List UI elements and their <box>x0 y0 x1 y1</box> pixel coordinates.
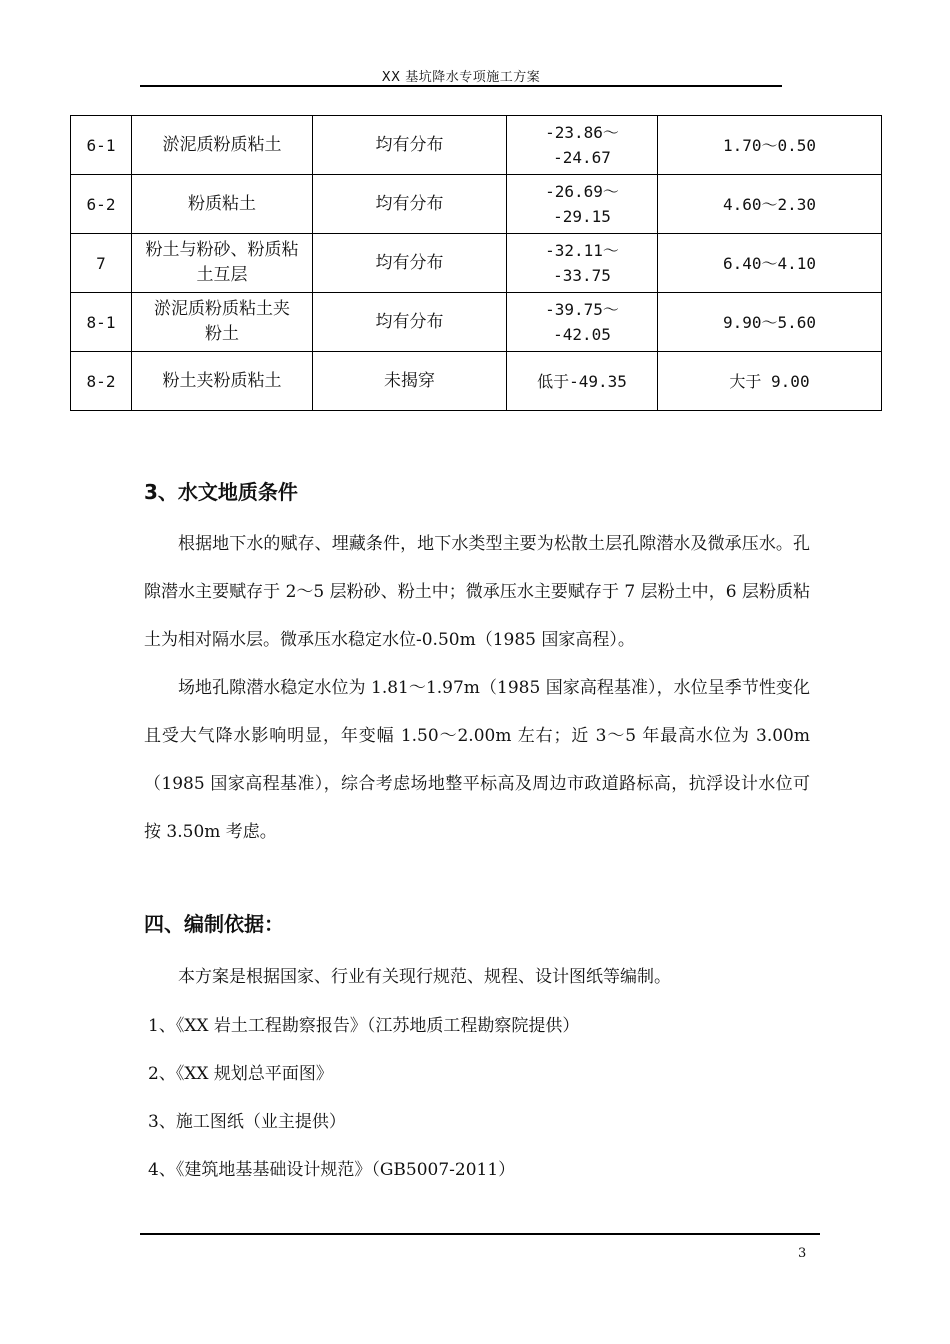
soil-name-line2: 土互层 <box>196 265 248 285</box>
elevation-lower: -29.15 <box>553 207 611 226</box>
section-heading-hydrogeology: 3、水文地质条件 <box>144 480 298 504</box>
hydrogeology-paragraph-2: 场地孔隙潜水稳定水位为 1.81～1.97m（1985 国家高程基准），水位呈季节性变化且受大气降水影响明显，年变幅 1.50～2.00m 左右；近 3～5 年最高水位为 3.00m（1985 国家高程基准），综合考虑场地整平标高及周边市政道路标高，抗浮设计水位可按 3.50m 考虑。 <box>144 678 810 842</box>
section-heading-basis: 四、编制依据： <box>144 912 284 936</box>
list-item: 2、《XX 规划总平面图》 <box>148 1064 333 1084</box>
elevation-upper: -23.86～ <box>545 123 619 142</box>
soil-name-cell: 粉土夹粉质粘土 <box>132 352 313 411</box>
basis-intro: 本方案是根据国家、行业有关现行规范、规程、设计图纸等编制。 <box>178 967 671 987</box>
hydrogeology-paragraph-1: 根据地下水的赋存、埋藏条件，地下水类型主要为松散土层孔隙潜水及微承压水。孔隙潜水主要赋存于 2～5 层粉砂、粉土中；微承压水主要赋存于 7 层粉土中，6 层粉质粘土为相对隔水层。微承压水稳定水位-0.50m（1985 国家高程）。 <box>144 534 810 650</box>
soil-name-line1: 粉土与粉砂、粉质粘 <box>145 240 299 260</box>
table-row <box>71 293 882 352</box>
elevation-cell <box>507 293 658 352</box>
distribution-cell: 未揭穿 <box>313 352 507 411</box>
layer-id-cell: 8-1 <box>71 293 132 352</box>
page-number: 3 <box>798 1246 807 1261</box>
elevation-upper: -32.11～ <box>545 241 619 260</box>
thickness-cell: 6.40～4.10 <box>658 234 882 293</box>
soil-name-cell <box>132 293 313 352</box>
table-row <box>71 175 882 234</box>
list-item: 3、施工图纸（业主提供） <box>148 1112 346 1132</box>
table-row <box>71 352 882 411</box>
layer-id-cell: 7 <box>71 234 132 293</box>
thickness-cell: 4.60～2.30 <box>658 175 882 234</box>
elevation-lower: -24.67 <box>553 148 611 167</box>
elevation-lower: -33.75 <box>553 266 611 285</box>
layer-id-cell: 6-1 <box>71 116 132 175</box>
elevation-upper: -26.69～ <box>545 182 619 201</box>
distribution-cell: 均有分布 <box>313 175 507 234</box>
soil-name-cell: 淤泥质粉质粘土 <box>132 116 313 175</box>
reference-list <box>148 1002 579 1194</box>
soil-name-line1: 淤泥质粉质粘土夹 <box>154 299 290 319</box>
soil-name-cell <box>132 234 313 293</box>
thickness-cell: 1.70～0.50 <box>658 116 882 175</box>
elevation-lower: -42.05 <box>553 325 611 344</box>
layer-id-cell: 6-2 <box>71 175 132 234</box>
elevation-cell <box>507 116 658 175</box>
thickness-cell: 大于 9.00 <box>658 352 882 411</box>
elevation-upper: -39.75～ <box>545 300 619 319</box>
footer-divider <box>140 1233 820 1235</box>
page-header-title: XX 基坑降水专项施工方案 <box>381 70 541 85</box>
layer-id-cell: 8-2 <box>71 352 132 411</box>
elevation-cell <box>507 234 658 293</box>
distribution-cell: 均有分布 <box>313 116 507 175</box>
list-item: 4、《建筑地基基础设计规范》（GB5007-2011） <box>148 1160 516 1180</box>
table-row <box>71 116 882 175</box>
soil-layer-table <box>70 115 882 411</box>
header-divider <box>140 85 782 87</box>
thickness-cell: 9.90～5.60 <box>658 293 882 352</box>
table-row <box>71 234 882 293</box>
soil-name-line2: 粉土 <box>205 324 239 344</box>
list-item: 1、《XX 岩土工程勘察报告》（江苏地质工程勘察院提供） <box>148 1016 580 1036</box>
distribution-cell: 均有分布 <box>313 234 507 293</box>
distribution-cell: 均有分布 <box>313 293 507 352</box>
elevation-cell <box>507 175 658 234</box>
soil-name-cell: 粉质粘土 <box>132 175 313 234</box>
elevation-cell: 低于-49.35 <box>507 352 658 411</box>
